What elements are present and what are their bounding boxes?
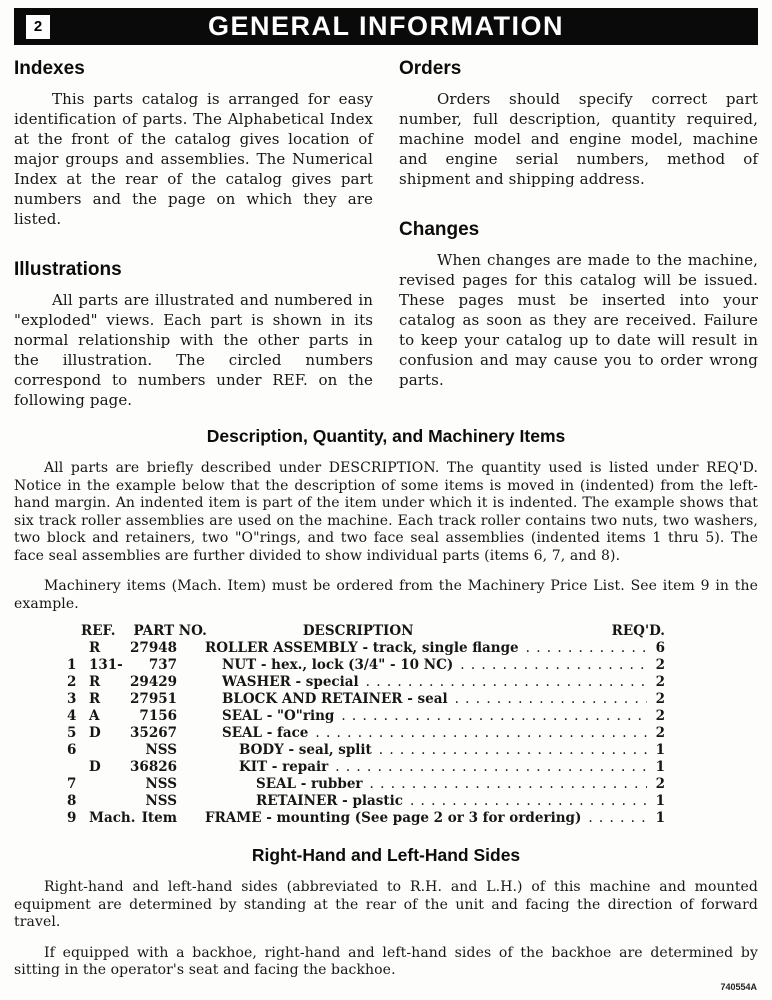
description-cell (177, 810, 649, 827)
description-cell (177, 674, 649, 691)
table-row (61, 640, 665, 657)
part-number-cell: 27948 (130, 640, 177, 656)
changes-paragraph: When changes are made to the machine, revised pages for this catalog will be issued. These pages must be inserted into your catalog as soon as they are received. Failure to keep your catalog up to date will result in confusion and may cause you to order wrong parts. (399, 251, 758, 389)
part-number-cell: 35267 (130, 725, 177, 741)
section-heading-indexes: Indexes (14, 58, 85, 79)
table-row (61, 810, 665, 827)
section-heading-description-quantity: Description, Quantity, and Machinery Items (206, 426, 566, 446)
qty-cell: 1 (655, 759, 665, 775)
description-text: FRAME - mounting (See page 2 or 3 for ordering) (205, 810, 582, 826)
part-number-cell: 36826 (130, 759, 177, 775)
dot-leader (410, 793, 647, 810)
dot-leader (315, 725, 647, 742)
part-number-cell: Item (141, 810, 177, 826)
parts-table-header-row (61, 623, 665, 640)
table-row (61, 776, 665, 793)
parts-example-table (61, 623, 665, 827)
description-text: SEAL - rubber (256, 776, 363, 792)
dot-leader (379, 742, 647, 759)
table-row (61, 725, 665, 742)
description-text: WASHER - special (222, 674, 359, 690)
description-cell (177, 640, 649, 657)
section-heading-illustrations: Illustrations (14, 259, 122, 280)
table-row (61, 674, 665, 691)
section-heading-sides: Right-Hand and Left-Hand Sides (251, 845, 521, 865)
indexes-paragraph: This parts catalog is arranged for easy identification of parts. The Alphabetical Index at the front of the catalog gives location of major groups and assemblies. The Numerical Index at the rear of the catalog gives part numbers and the page on which they are listed. (14, 90, 373, 228)
description-text: BODY - seal, split (239, 742, 372, 758)
table-row (61, 742, 665, 759)
part-prefix-cell: Mach. (89, 810, 136, 826)
right-column (399, 58, 758, 410)
column-header-ref: REF. (81, 623, 116, 639)
qty-cell: 2 (655, 708, 665, 724)
dot-leader (341, 708, 647, 725)
description-quantity-paragraph-2: Machinery items (Mach. Item) must be ordered from the Machinery Price List. See item 9 in the example. (14, 578, 758, 612)
qty-cell: 2 (655, 691, 665, 707)
qty-cell: 1 (655, 742, 665, 758)
dot-leader (460, 657, 647, 674)
qty-cell: 6 (655, 640, 665, 656)
qty-cell: 2 (655, 725, 665, 741)
column-header-reqd: REQ'D. (611, 623, 665, 639)
dot-leader (335, 759, 647, 776)
column-header-part-no: PART NO. (133, 623, 207, 639)
dot-leader (588, 810, 647, 827)
page-header-bar (14, 8, 758, 45)
section-heading-orders: Orders (399, 58, 462, 79)
description-quantity-paragraph-1: All parts are briefly described under DESCRIPTION. The quantity used is listed under REQ'D. Notice in the example below that the description of some items is moved in (indented) from the left-hand margin. An indented item is part of the item under which it is indented. The example shows that six track roller assemblies are used on the machine. Each track roller contains two nuts, two washers, two block and retainers, two "O"rings, and two face seal assemblies (indented items 1 thru 5). The face seal assemblies are further divided to show individual parts (items 6, 7, and 8). (14, 460, 758, 564)
part-prefix-cell: 131- (89, 657, 123, 673)
description-text: SEAL - face (222, 725, 309, 741)
page-number-box (26, 15, 50, 39)
ref-cell: 5 (67, 725, 77, 741)
dot-leader (370, 776, 647, 793)
document-code: 740554A (720, 982, 757, 992)
part-number-cell: NSS (145, 793, 177, 809)
part-number-cell: 737 (148, 657, 177, 673)
part-prefix-cell: R (89, 640, 101, 656)
ref-cell: 3 (67, 691, 77, 707)
ref-cell: 6 (67, 742, 77, 758)
qty-cell: 1 (655, 793, 665, 809)
table-row (61, 793, 665, 810)
page-number: 2 (33, 18, 43, 35)
description-text: SEAL - "O"ring (222, 708, 335, 724)
sides-paragraph-2: If equipped with a backhoe, right-hand and left-hand sides of the backhoe are determined by sitting in the operator's seat and facing the backhoe. (14, 944, 758, 978)
description-cell (177, 708, 649, 725)
orders-paragraph: Orders should specify correct part number, full description, quantity required, machine model and engine model, machine and engine serial numbers, method of shipment and shipping address. (399, 90, 758, 188)
part-prefix-cell: D (89, 725, 101, 741)
part-number-cell: 29429 (130, 674, 177, 690)
intro-columns (14, 58, 758, 410)
table-row (61, 759, 665, 776)
qty-cell: 2 (655, 776, 665, 792)
ref-cell: 2 (67, 674, 77, 690)
section-heading-changes: Changes (399, 219, 480, 240)
dot-leader (526, 640, 647, 657)
part-prefix-cell: R (89, 691, 101, 707)
description-text: KIT - repair (239, 759, 329, 775)
description-cell (177, 742, 649, 759)
left-column (14, 58, 373, 410)
dot-leader (366, 674, 647, 691)
description-cell (177, 759, 649, 776)
part-number-cell: NSS (145, 776, 177, 792)
ref-cell: 7 (67, 776, 77, 792)
description-cell (177, 657, 649, 674)
qty-cell: 2 (655, 674, 665, 690)
description-cell (177, 776, 649, 793)
table-row (61, 691, 665, 708)
description-text: BLOCK AND RETAINER - seal (222, 691, 448, 707)
part-prefix-cell: D (89, 759, 101, 775)
illustrations-paragraph: All parts are illustrated and numbered in "exploded" views. Each part is shown in its normal relationship with the other parts in the illustration. The circled numbers correspond to numbers under REF. on the following page. (14, 291, 373, 409)
qty-cell: 1 (655, 810, 665, 826)
description-text: NUT - hex., lock (3/4" - 10 NC) (222, 657, 454, 673)
ref-cell: 9 (67, 810, 77, 826)
description-text: RETAINER - plastic (256, 793, 403, 809)
table-row (61, 708, 665, 725)
ref-cell: 1 (67, 657, 77, 673)
page-title: GENERAL INFORMATION (208, 11, 564, 41)
description-cell (177, 691, 649, 708)
ref-cell: 8 (67, 793, 77, 809)
dot-leader (455, 691, 647, 708)
part-number-cell: 27951 (130, 691, 177, 707)
description-cell (177, 793, 649, 810)
part-prefix-cell: A (89, 708, 100, 724)
part-number-cell: 7156 (139, 708, 177, 724)
column-header-description: DESCRIPTION (302, 623, 414, 639)
table-row (61, 657, 665, 674)
sides-paragraph-1: Right-hand and left-hand sides (abbreviated to R.H. and L.H.) of this machine and mounted equipment are determined by standing at the rear of the unit and facing the direction of forward travel. (14, 879, 758, 930)
ref-cell: 4 (67, 708, 77, 724)
qty-cell: 2 (655, 657, 665, 673)
part-prefix-cell: R (89, 674, 101, 690)
description-text: ROLLER ASSEMBLY - track, single flange (205, 640, 519, 656)
part-number-cell: NSS (145, 742, 177, 758)
description-cell (177, 725, 649, 742)
